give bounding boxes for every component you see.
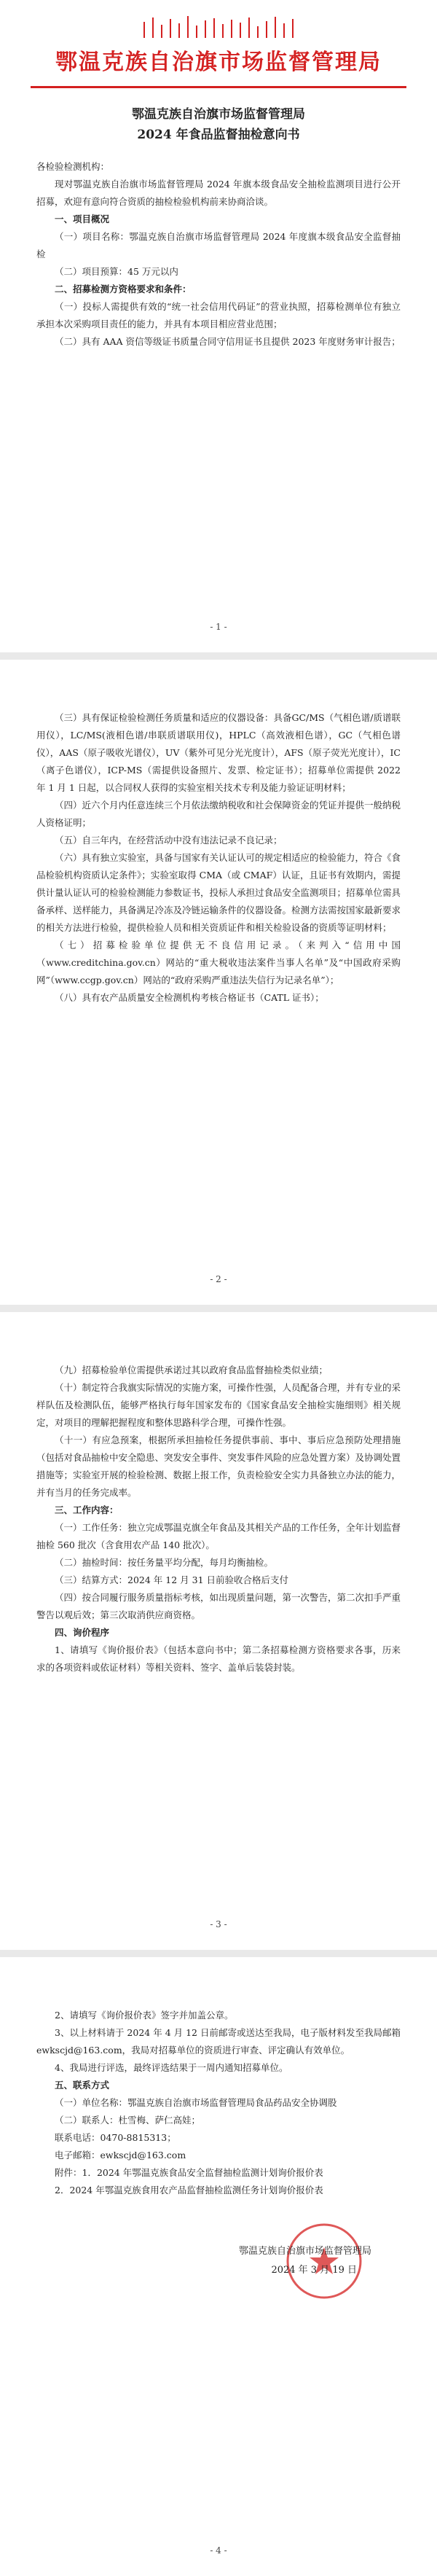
mongolian-script-logo: [36, 16, 401, 38]
page-2: [0, 660, 437, 1305]
paragraph: 2、请填写《询价报价表》签字并加盖公章。: [55, 2010, 234, 2021]
official-seal: [284, 2221, 364, 2301]
section-heading: 四、询价程序: [55, 1627, 110, 1638]
paragraph: （九）招募检验单位需提供承诺过其以政府食品监督抽检类似业绩；: [55, 1365, 328, 1375]
paragraph: （一）投标人需提供有效的“统一社会信用代码证”的营业执照，招募检测单位有独立承担本次采购项目责任的能力，并具有本项目相应营业范围；: [36, 301, 401, 329]
paragraph: （二）具有 AAA 资信等级证书质量合同守信用证书且提供 2023 年度财务审计报告；: [55, 336, 401, 347]
paragraph: （一）单位名称：鄂温克族自治旗市场监督管理局食品药品安全协调股: [55, 2097, 337, 2108]
section-heading: 五、联系方式: [55, 2080, 110, 2091]
page-3-body: [36, 1312, 401, 1677]
signature-org: 鄂温克族自治旗市场监督管理局: [238, 2246, 371, 2257]
paragraph: 附件：1．2024 年鄂温克族食品安全监督抽检监测计划询价报价表: [55, 2167, 323, 2178]
page-number: - 1 -: [210, 622, 227, 632]
paragraph: （二）联系人：杜雪梅、萨仁高娃；: [55, 2115, 201, 2126]
paragraph: 4、我局进行评选，最终评选结果于一周内通知招募单位。: [55, 2062, 288, 2073]
paragraph: （二）项目预算：45 万元以内: [55, 266, 178, 277]
page-1: [0, 0, 437, 652]
paragraph: （一）工作任务：独立完成鄂温克旗全年食品及其相关产品的工作任务，全年计划监督抽检 560 批次（含食用农产品 140 批次）。: [36, 1522, 401, 1550]
paragraph: 电子邮箱：ewkscjd@163.com: [55, 2150, 186, 2161]
document-title: [36, 104, 401, 145]
page-number: - 4 -: [210, 2545, 227, 2556]
paragraph: （十）制定符合我旗实际情况的实施方案，可操作性强，人员配备合理，并有专业的采样队伍及检测队伍，能够严格执行每年国家发布的《国家食品安全抽检实施细则》相关规定，对项目的理解把握程度和整体思路科学合理，可操作性强。: [36, 1382, 401, 1428]
signature-date: 2024 年 3 月 19 日: [271, 2265, 357, 2276]
title-line-1: 鄂温克族自治旗市场监督管理局: [132, 107, 305, 122]
section-heading: 二、招募检测方资格要求和条件：: [55, 284, 192, 294]
paragraph: （八）具有农产品质量安全检测机构考核合格证书（CATL 证书）；: [55, 992, 324, 1003]
paragraph: 联系电话：0470-8815313；: [55, 2132, 176, 2143]
paragraph: （六）具有独立实验室，具备与国家有关认证认可的规定相适应的检验能力，符合《食品检验机构资质认定条件》；实验室取得 CMA（或 CMAF）认证，且证书有效期内，需提供计量认证认可的检验检测能力参数证书，投标人承担过食品安全监测项目；招募单位需具备承样、送样能力，具备满足冷冻及冷链运输条件的仪器设备。检测方法需按国家最新要求的相关方法进行检验，提供检验人员和相关资质证件和相关检验设备的资质等证明材料；: [36, 852, 401, 933]
page-number: - 3 -: [210, 1919, 227, 1929]
section-heading: 一、项目概况: [55, 214, 110, 225]
paragraph: （四）按合同履行服务质量指标考核，如出现质量问题，第一次警告，第二次扣手严重警告以观后效；第三次取消供应商资格。: [36, 1592, 401, 1620]
page-1-body: [36, 158, 401, 351]
section-heading: 三、工作内容：: [55, 1504, 119, 1515]
page-4: [0, 1957, 437, 2576]
title-line-2: 2024 年食品监督抽检意向书: [137, 128, 300, 142]
paragraph: 现对鄂温克族自治旗市场监督管理局 2024 年旗本级食品安全抽检监测项目进行公开招募，欢迎有意向符合资质的抽检检验机构前来协商洽谈。: [36, 179, 401, 207]
paragraph: 2．2024 年鄂温克族食用农产品监督抽检监测任务计划询价报价表: [55, 2185, 323, 2196]
page-4-body: [36, 1957, 401, 2199]
paragraph: （三）结算方式：2024 年 12 月 31 日前验收合格后支付: [55, 1574, 288, 1585]
page-number: - 2 -: [210, 1274, 227, 1284]
paragraph: （二）抽检时间：按任务量平均分配，每月均衡抽检。: [55, 1557, 274, 1568]
page-3: [0, 1312, 437, 1950]
paragraph: 3、以上材料请于 2024 年 4 月 12 日前邮寄或送达至我局，电子版材料发至我局邮箱 ewkscjd@163.com，我局对招募单位的资质进行审查、评定确认有效单位。: [36, 2027, 401, 2056]
signature-block: [36, 2228, 401, 2308]
paragraph: （七）招募检验单位提供无不良信用记录。（来判入“信用中国（www.creditchina.gov.cn）网站的“重大税收违法案件当事人名单”及“中国政府采购网”（www.ccgp.gov.cn）网站的“政府采购严重违法失信行为记录名单”）；: [36, 940, 401, 985]
paragraph: （五）自三年内，在经营活动中没有违法记录不良记录；: [55, 835, 283, 846]
paragraph: （三）具有保证检验检测任务质量和适应的仪器设备：具备GC/MS（气相色谱/质谱联用仪），LC/MS(液相色谱/串联质谱联用仪)，HPLC（高效液相色谱），GC（气相色谱仪），AAS（原子吸收光谱仪），UV（紫外可见分光光度计），AFS（原子荧光光度计），IC（离子色谱仪），ICP-MS（需提供设备照片、发票、检定证书）；招募单位需提供 2022 年 1 月 1 日起，以合同权人获得的实验室相关技术专利及能力验证证明材料；: [36, 712, 401, 793]
paragraph: （四）近六个月内任意连续三个月依法缴纳税收和社会保障资金的凭证并提供一般纳税人资格证明；: [36, 800, 401, 828]
page-2-body: [36, 660, 401, 1007]
paragraph: 各检验检测机构：: [36, 161, 110, 172]
paragraph: （十一）有应急预案，根据所承担抽检任务提供事前、事中、事后应急预防处理措施（包括对食品抽检中安全隐患、突发安全事件、突发事件风险的应急处置方案）及协调处置措施等；实验室开展的检验检测、数据上报工作，负责检验安全实力具备独立办法的能力，并有当月的任务完成率。: [36, 1435, 401, 1498]
letterhead-org: 鄂温克族自治旗市场监督管理局: [55, 50, 382, 75]
paragraph: 1、请填写《询价报价表》（包括本意向书中；第二条招募检测方资格要求各事，历来求的各项资料或依证材料）等相关资料、签字、盖单后装袋封装。: [36, 1644, 401, 1673]
letterhead-divider: [31, 86, 406, 88]
paragraph: （一）项目名称：鄂温克族自治旗市场监督管理局 2024 年度旗本级食品安全监督抽检: [36, 231, 401, 259]
letterhead: [36, 0, 401, 76]
